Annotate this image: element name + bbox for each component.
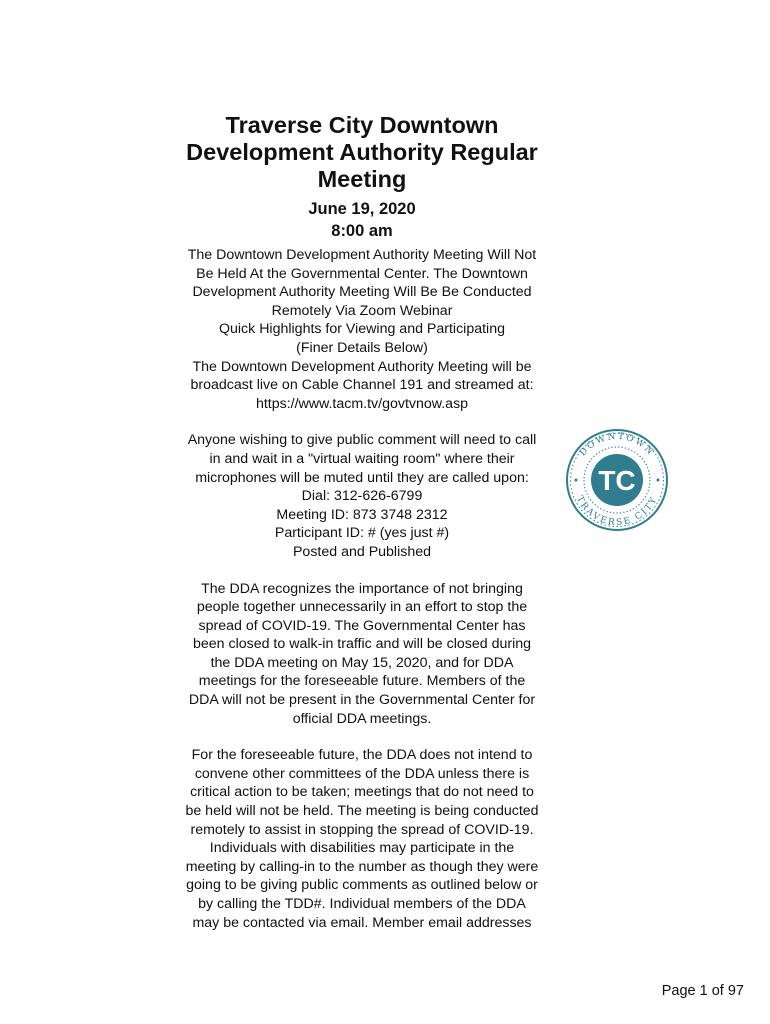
stream-url: https://www.tacm.tv/govtvnow.asp <box>255 395 469 412</box>
text-line: going to be giving public comments as outlined below or <box>186 877 538 894</box>
text-line: The Downtown Development Authority Meeting will be <box>192 358 532 375</box>
meeting-title: Traverse City Downtown Development Authority Regular Meeting <box>186 112 538 192</box>
text-line: been closed to walk-in traffic and will be closed during <box>192 636 532 653</box>
dial-number: Dial: 312-626-6799 <box>301 488 423 505</box>
text-line: meeting by calling-in to the number as though they were <box>185 858 539 875</box>
text-line: may be contacted via email. Member email addresses <box>192 914 532 931</box>
text-line: Individuals with disabilities may participate in the <box>209 840 515 857</box>
text-line: convene other committees of the DDA unless there is <box>194 765 530 782</box>
meeting-id: Meeting ID: 873 3748 2312 <box>276 506 448 523</box>
downtown-traverse-city-logo <box>564 420 670 540</box>
notice-paragraph <box>162 246 562 413</box>
document-body <box>162 112 562 932</box>
svg-text:TC: TC <box>598 465 636 496</box>
text-line: DDA will not be present in the Governmental Center for <box>188 692 536 709</box>
future-meetings-paragraph <box>162 746 562 932</box>
meeting-time: 8:00 am <box>331 222 393 240</box>
meeting-date: June 19, 2020 <box>308 200 416 218</box>
public-comment-paragraph <box>162 431 562 561</box>
text-line: Quick Highlights for Viewing and Participating <box>218 321 505 338</box>
text-line: spread of COVID-19. The Governmental Center has <box>198 617 526 634</box>
text-line: the DDA meeting on May 15, 2020, and for DDA <box>210 654 514 671</box>
text-line: Remotely Via Zoom Webinar <box>271 302 453 319</box>
text-line: people together unnecessarily in an effort to stop the <box>196 599 528 616</box>
text-line: be held will not be held. The meeting is being conducted <box>185 803 539 820</box>
participant-id: Participant ID: # (yes just #) <box>274 525 450 542</box>
text-line: official DDA meetings. <box>292 710 432 727</box>
text-line: (Finer Details Below) <box>296 339 428 356</box>
text-line: For the foreseeable future, the DDA does not intend to <box>191 747 533 764</box>
text-line: remotely to assist in stopping the spread of COVID-19. <box>190 821 534 838</box>
text-line: microphones will be muted until they are called upon: <box>195 469 529 486</box>
text-line: Be Held At the Governmental Center. The Downtown <box>196 265 528 282</box>
text-line: broadcast live on Cable Channel 191 and streamed at: <box>190 377 534 394</box>
covid-paragraph <box>162 580 562 729</box>
text-line: The Downtown Development Authority Meeting Will Not <box>187 247 537 263</box>
text-line: Development Authority Meeting Will Be Be Conducted <box>192 284 532 301</box>
tc-seal-icon <box>564 420 670 540</box>
text-line: meetings for the foreseeable future. Members of the <box>198 673 526 690</box>
text-line: by calling the TDD#. Individual members of the DDA <box>198 896 526 912</box>
svg-text:TRAVERSE CITY: TRAVERSE CITY <box>574 494 660 529</box>
svg-text:DOWNTOWN: DOWNTOWN <box>578 431 656 459</box>
page-number: Page 1 of 97 <box>661 983 744 999</box>
posted-note: Posted and Published <box>292 543 432 560</box>
text-line: in and wait in a "virtual waiting room" where their <box>209 450 515 467</box>
text-line: Anyone wishing to give public comment will need to call <box>187 432 537 449</box>
text-line: The DDA recognizes the importance of not bringing <box>201 580 523 597</box>
text-line: critical action to be taken; meetings that do not need to <box>190 784 534 801</box>
